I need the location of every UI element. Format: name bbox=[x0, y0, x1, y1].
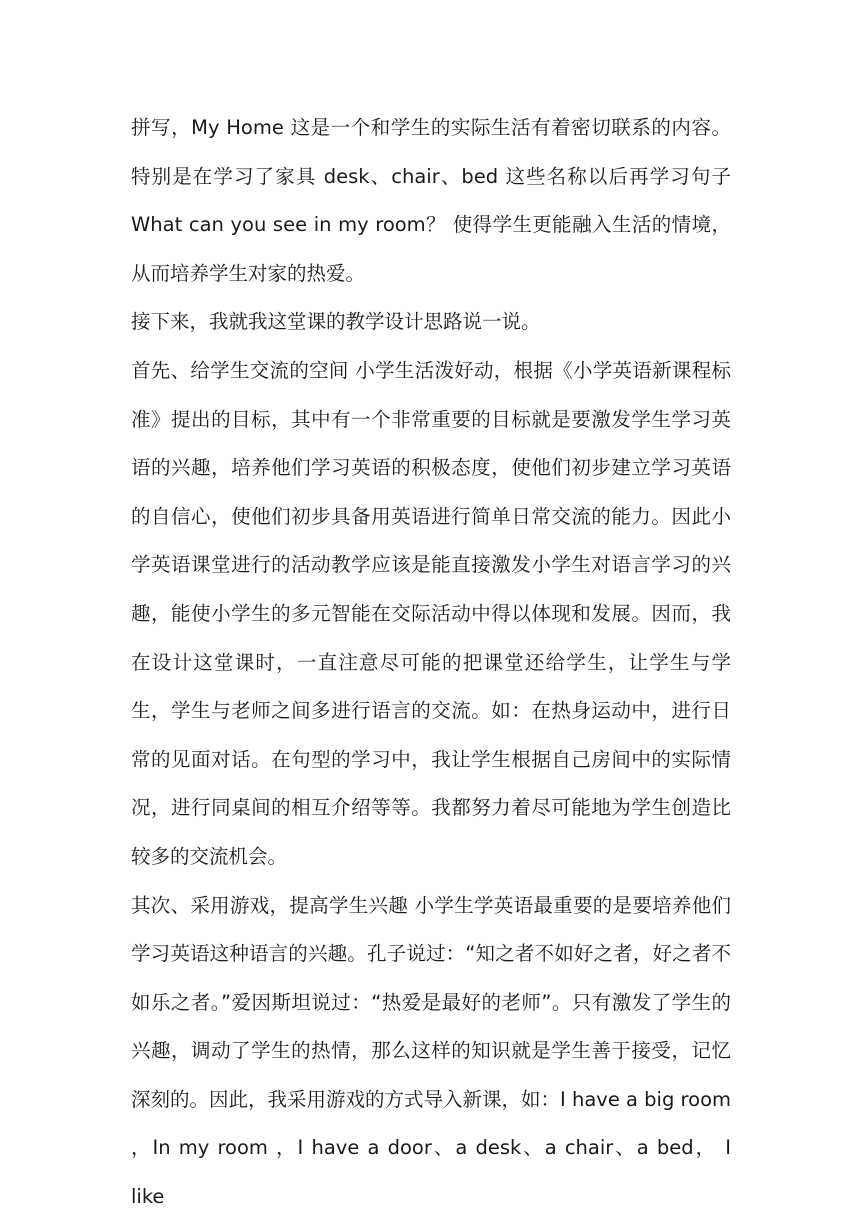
paragraph-intro: 拼写，My Home 这是一个和学生的实际生活有着密切联系的内容。特别是在学习了家具 desk、chair、bed 这些名称以后再学习句子 What can you see in my room？ 使得学生更能融入生活的情境，从而培养学生对家的热爱。 bbox=[131, 116, 731, 285]
document-body bbox=[131, 104, 731, 1222]
paragraph-transition: 接下来，我就我这堂课的教学设计思路说一说。 bbox=[131, 310, 541, 334]
paragraph-second-point: 其次、采用游戏，提高学生兴趣 小学生学英语最重要的是要培养他们学习英语这种语言的兴趣。孔子说过：“知之者不如好之者，好之者不如乐之者。”爱因斯坦说过：“热爱是最好的老师”。只有激发了学生的兴趣，调动了学生的热情，那么这样的知识就是学生善于接受，记忆深刻的。因此，我采用游戏的方式导入新课，如：I have a big room ，In my room ，I have a door、a desk、a chair、a bed， I like bbox=[131, 893, 731, 1209]
paragraph-first-point: 首先、给学生交流的空间 小学生活泼好动，根据《小学英语新课程标准》提出的目标，其中有一个非常重要的目标就是要激发学生学习英语的兴趣，培养他们学习英语的积极态度，使他们初步建立学习英语的自信心，使他们初步具备用英语进行简单日常交流的能力。因此小学英语课堂进行的活动教学应该是能直接激发小学生对语言学习的兴趣，能使小学生的多元智能在交际活动中得以体现和发展。因而，我在设计这堂课时，一直注意尽可能的把课堂还给学生，让学生与学生，学生与老师之间多进行语言的交流。如：在热身运动中，进行日常的见面对话。在句型的学习中，我让学生根据自己房间中的实际情况，进行同桌间的相互介绍等等。我都努力着尽可能地为学生创造比较多的交流机会。 bbox=[131, 358, 731, 868]
